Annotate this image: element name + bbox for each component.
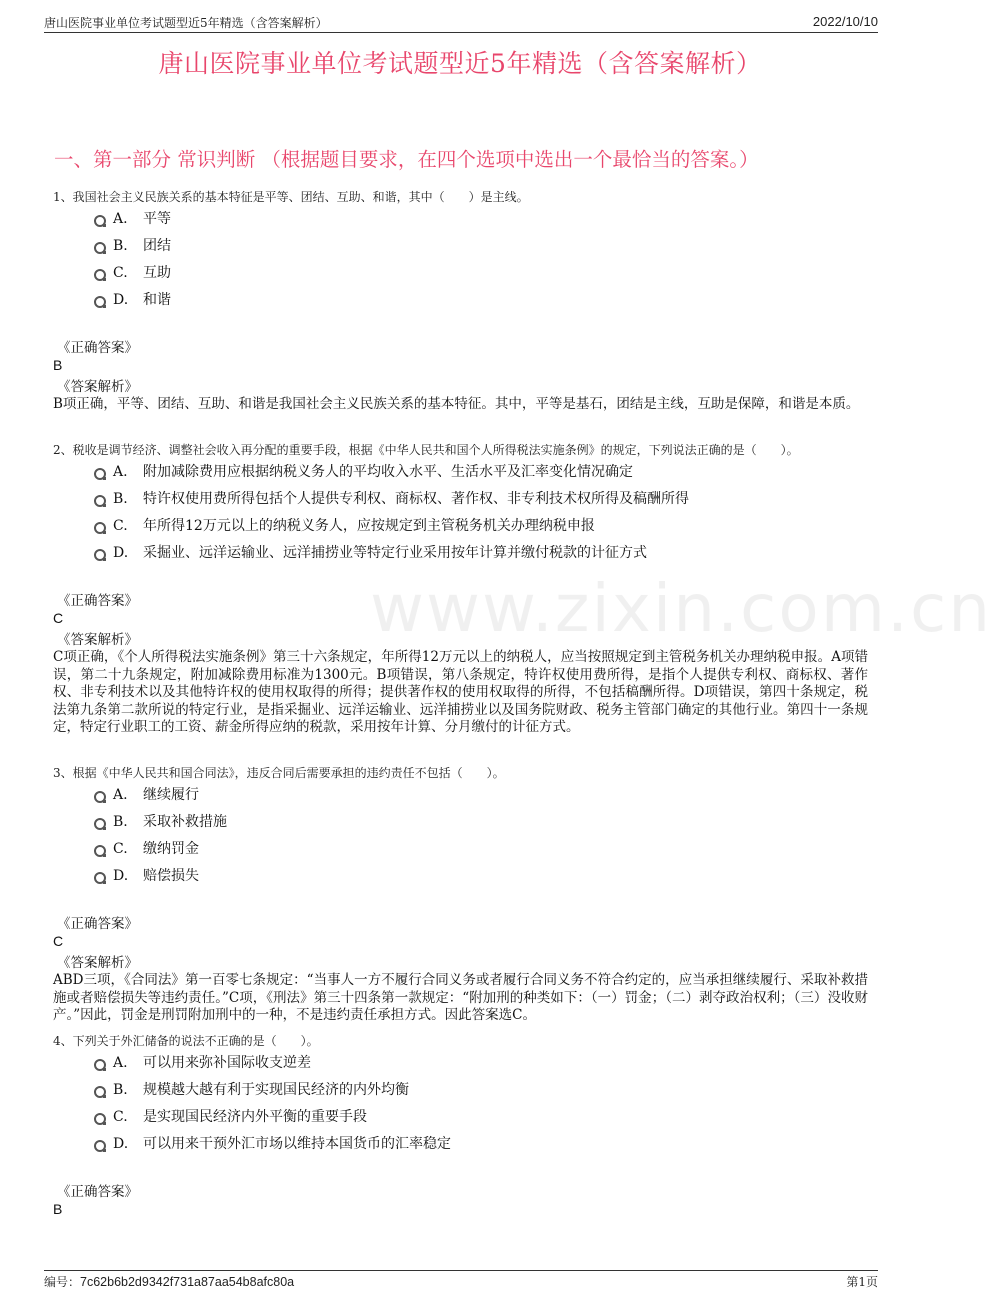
options-list (53, 785, 868, 893)
options-list (53, 1053, 868, 1161)
option-c[interactable]: C. 是实现国民经济内外平衡的重要手段 (53, 1107, 868, 1134)
radio-icon[interactable] (94, 269, 106, 281)
question-4 (53, 1032, 868, 1218)
option-d[interactable]: D. 和谐 (53, 290, 868, 317)
explanation-label: 《答案解析》 (57, 379, 138, 395)
option-a[interactable]: A. 附加减除费用应根据纳税义务人的平均收入水平、生活水平及汇率变化情况确定 (53, 462, 868, 489)
explanation-text: ABD三项，《合同法》第一百零七条规定：“当事人一方不履行合同义务或者履行合同义务不符合约定的，应当承担继续履行、采取补救措施或者赔偿损失等违约责任。”C项，《刑法》第三十四条第一款规定：“附加刑的种类如下：（一）罚金；（二）剥夺政治权利；（三）没收财产。”因此，罚金是刑罚附加刑中的一种，不是违约责任承担方式。因此答案选C。 (53, 972, 868, 1023)
question-stem: 2、税收是调节经济、调整社会收入再分配的重要手段，根据《中华人民共和国个人所得税法实施条例》的规定，下列说法正确的是（ ）。 (53, 443, 799, 457)
header-doc-title: 唐山医院事业单位考试题型近5年精选（含答案解析） (44, 16, 328, 30)
option-c[interactable]: C. 年所得12万元以上的纳税义务人，应按规定到主管税务机关办理纳税申报 (53, 516, 868, 543)
section-title: 一、第一部分 常识判断 （根据题目要求，在四个选项中选出一个最恰当的答案。） (54, 148, 759, 171)
header-date: 2022/10/10 (812, 14, 878, 29)
option-b[interactable]: B. 采取补救措施 (53, 812, 868, 839)
explanation-text: B项正确，平等、团结、互助、和谐是我国社会主义民族关系的基本特征。其中，平等是基石，团结是主线，互助是保障，和谐是本质。 (53, 396, 860, 412)
option-c[interactable]: C. 互助 (53, 263, 868, 290)
correct-answer: B (53, 1201, 63, 1217)
question-1 (53, 188, 868, 414)
correct-answer: B (53, 357, 63, 373)
radio-icon[interactable] (94, 549, 106, 561)
radio-icon[interactable] (94, 1140, 106, 1152)
question-2 (53, 441, 868, 737)
question-stem: 1、我国社会主义民族关系的基本特征是平等、团结、互助、和谐，其中（ ）是主线。 (53, 190, 529, 204)
footer-code: 编号：7c62b6b2d9342f731a87aa54b8afc80a (44, 1275, 295, 1289)
correct-answer-label: 《正确答案》 (57, 340, 138, 356)
radio-icon[interactable] (94, 495, 106, 507)
question-stem: 3、根据《中华人民共和国合同法》，违反合同后需要承担的违约责任不包括（ ）。 (53, 766, 505, 780)
correct-answer: C (53, 933, 64, 949)
radio-icon[interactable] (94, 1086, 106, 1098)
explanation-label: 《答案解析》 (57, 955, 138, 971)
page-number: 第1页 (846, 1275, 878, 1289)
correct-answer-label: 《正确答案》 (57, 1184, 138, 1200)
radio-icon[interactable] (94, 215, 106, 227)
option-c[interactable]: C. 缴纳罚金 (53, 839, 868, 866)
radio-icon[interactable] (94, 296, 106, 308)
option-d[interactable]: D. 可以用来干预外汇市场以维持本国货币的汇率稳定 (53, 1134, 868, 1161)
option-a[interactable]: A. 可以用来弥补国际收支逆差 (53, 1053, 868, 1080)
radio-icon[interactable] (94, 1059, 106, 1071)
option-b[interactable]: B. 特许权使用费所得包括个人提供专利权、商标权、著作权、非专利技术权所得及稿酬所得 (53, 489, 868, 516)
question-3 (53, 764, 868, 1025)
radio-icon[interactable] (94, 242, 106, 254)
explanation-label: 《答案解析》 (57, 632, 138, 648)
radio-icon[interactable] (94, 872, 106, 884)
radio-icon[interactable] (94, 468, 106, 480)
page-header (44, 14, 878, 33)
correct-answer: C (53, 610, 64, 626)
option-a[interactable]: A. 平等 (53, 209, 868, 236)
question-stem: 4、下列关于外汇储备的说法不正确的是（ ）。 (53, 1034, 319, 1048)
correct-answer-label: 《正确答案》 (57, 916, 138, 932)
document-title: 唐山医院事业单位考试题型近5年精选（含答案解析） (158, 49, 762, 78)
correct-answer-label: 《正确答案》 (57, 593, 138, 609)
option-d[interactable]: D. 赔偿损失 (53, 866, 868, 893)
radio-icon[interactable] (94, 845, 106, 857)
radio-icon[interactable] (94, 1113, 106, 1125)
watermark: www.zixin.com.cn (370, 570, 992, 647)
radio-icon[interactable] (94, 522, 106, 534)
options-list (53, 209, 868, 317)
explanation-text: C项正确，《个人所得税法实施条例》第三十六条规定，年所得12万元以上的纳税人，应当按照规定到主管税务机关办理纳税申报。A项错误，第二十九条规定，附加减除费用标准为1300元。B项错误，第八条规定，特许权使用费所得，是指个人提供专利权、商标权、著作权、非专利技术以及其他特许权的使用权取得的所得；提供著作权的使用权取得的所得，不包括稿酬所得。D项错误，第四十条规定，税法第九条第二款所说的特定行业，是指采掘业、远洋运输业、远洋捕捞业以及国务院财政、税务主管部门确定的其他行业。第四十一条规定，特定行业职工的工资、薪金所得应纳的税款，采用按年计算、分月缴付的计征方式。 (53, 649, 868, 735)
page-footer (44, 1270, 878, 1291)
radio-icon[interactable] (94, 791, 106, 803)
option-a[interactable]: A. 继续履行 (53, 785, 868, 812)
options-list (53, 462, 868, 570)
option-b[interactable]: B. 规模越大越有利于实现国民经济的内外均衡 (53, 1080, 868, 1107)
option-d[interactable]: D. 采掘业、远洋运输业、远洋捕捞业等特定行业采用按年计算并缴付税款的计征方式 (53, 543, 868, 570)
option-b[interactable]: B. 团结 (53, 236, 868, 263)
radio-icon[interactable] (94, 818, 106, 830)
